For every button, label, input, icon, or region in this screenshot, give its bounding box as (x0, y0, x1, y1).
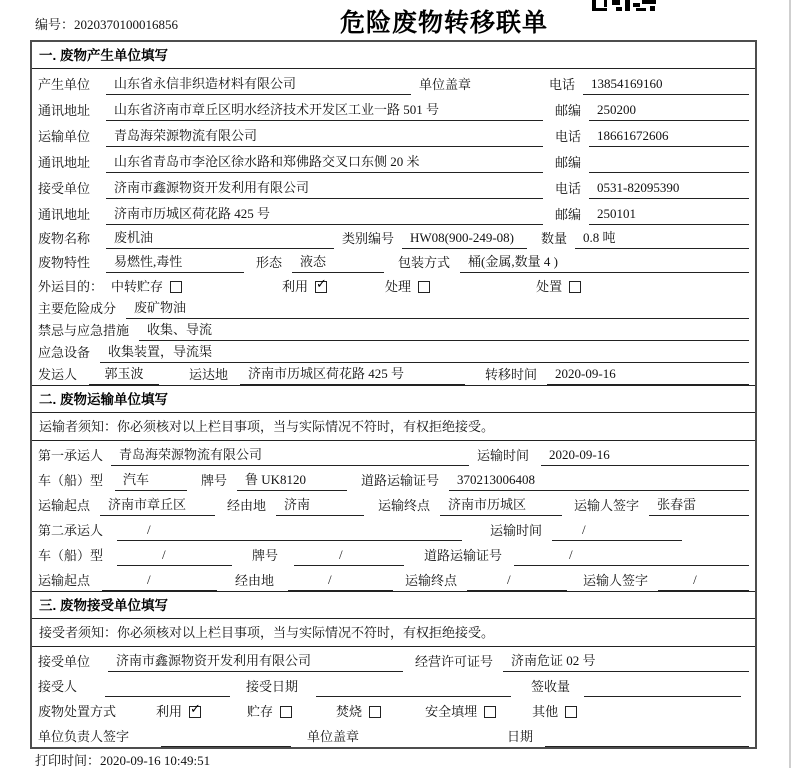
phone-label: 电话 (555, 181, 582, 196)
responsible-signature-value (161, 731, 291, 747)
category-code-value: HW08(900-249-08) (402, 230, 527, 249)
transport-date-label: 运输时间 (490, 523, 543, 538)
doc-number-value: 2020370100016856 (74, 17, 179, 32)
producer-address-value: 山东省济南市章丘区明水经济技术开发区工业一路 501 号 (106, 99, 543, 121)
unit-seal-label: 单位盖章 (307, 729, 360, 744)
vehicle-type-label: 车（船）型 (38, 473, 104, 488)
row-vehicle-type-1 (32, 466, 755, 491)
quantity-label: 数量 (541, 231, 568, 246)
second-carrier-label: 第二承运人 (38, 523, 104, 538)
date-value (545, 731, 749, 747)
form-state-value: 液态 (292, 251, 384, 273)
section1-title: 一. 废物产生单位填写 (32, 42, 755, 69)
receiver-notice: 接受者须知：你必须核对以上栏目事项，当与实际情况不符时，有权拒绝接受。 (32, 619, 755, 647)
row-transfer-purpose (32, 273, 755, 297)
row-acceptor (32, 672, 755, 697)
row-waste-name (32, 225, 755, 249)
second-carrier-value: / (117, 522, 462, 541)
road-permit-value: 370213006408 (449, 472, 749, 491)
checkbox-utilize (315, 281, 327, 293)
origin-value: 济南市章丘区 (100, 494, 215, 516)
vehicle-type-2-value: / (117, 547, 232, 566)
emergency-measures-label: 禁忌与应急措施 (38, 323, 130, 338)
via-label: 经由地 (235, 573, 275, 588)
receiver-phone-value: 0531-82095390 (589, 180, 749, 199)
transport-date-label: 运输时间 (477, 448, 530, 463)
received-amount-label: 签收量 (531, 679, 571, 694)
checkbox-utilize-3 (189, 706, 201, 718)
option-treat: 处理 (385, 276, 430, 297)
disposal-method-label: 废物处置方式 (38, 704, 117, 719)
plate-number-label: 牌号 (201, 473, 228, 488)
hazard-component-value: 废矿物油 (126, 297, 749, 319)
form-state-label: 形态 (256, 255, 283, 270)
accepting-unit-value: 济南市鑫源物资开发利用有限公司 (108, 650, 403, 672)
manifest-form (30, 40, 757, 749)
road-permit-label: 道路运输证号 (361, 473, 440, 488)
origin-2-value: / (102, 572, 217, 591)
received-amount-value (584, 681, 741, 697)
transporter-unit-label: 运输单位 (38, 129, 91, 144)
row-receiver-unit (32, 173, 755, 199)
phone-label: 电话 (555, 129, 582, 144)
acceptor-label: 接受人 (38, 679, 78, 694)
responsible-signature-label: 单位负责人签字 (38, 729, 130, 744)
transport-date-value: 2020-09-16 (541, 447, 749, 466)
option-dispose: 处置 (536, 276, 581, 297)
road-permit-2-value: / (514, 547, 749, 566)
date-label: 日期 (507, 729, 534, 744)
packing-value: 桶(金属,数量 4 ) (460, 251, 749, 273)
terminus-label: 运输终点 (405, 573, 458, 588)
road-permit-label: 道路运输证号 (424, 548, 503, 563)
transport-date-2-value: / (552, 522, 682, 541)
receiver-unit-value: 济南市鑫源物资开发利用有限公司 (106, 177, 543, 199)
transfer-purpose-label: 外运目的： (38, 279, 104, 294)
transporter-phone-value: 18661672606 (589, 128, 749, 147)
waste-property-value: 易燃性,毒性 (106, 251, 244, 273)
row-transporter-unit (32, 121, 755, 147)
option-transfer-storage: 中转贮存 (111, 276, 182, 297)
row-emergency-equipment (32, 341, 755, 363)
transporter-address-label: 通讯地址 (38, 155, 91, 170)
producer-address-label: 通讯地址 (38, 103, 91, 118)
phone-label: 电话 (549, 77, 576, 92)
row-producer-unit (32, 69, 755, 95)
postcode-label: 邮编 (555, 103, 582, 118)
hazard-component-label: 主要危险成分 (38, 301, 117, 316)
business-license-value: 济南危证 02 号 (503, 650, 749, 672)
receiver-postcode-value: 250101 (589, 206, 749, 225)
checkbox-transfer-storage (170, 281, 182, 293)
quantity-value: 0.8 吨 (575, 227, 749, 249)
terminus-2-value: / (467, 572, 567, 591)
transfer-date-value: 2020-09-16 (547, 366, 749, 385)
first-carrier-label: 第一承运人 (38, 448, 104, 463)
accepting-unit-label: 接受单位 (38, 654, 91, 669)
row-accepting-unit (32, 647, 755, 672)
checkbox-dispose (569, 281, 581, 293)
doc-number-label: 编号： (35, 17, 75, 32)
section2-title: 二. 废物运输单位填写 (32, 385, 755, 413)
carrier-signature-label: 运输人签字 (583, 573, 649, 588)
checkbox-store (280, 706, 292, 718)
row-disposal-method (32, 697, 755, 722)
print-time (35, 750, 210, 769)
vehicle-type-label: 车（船）型 (38, 548, 104, 563)
print-time-value: 2020-09-16 10:49:51 (100, 753, 211, 768)
accept-date-value (316, 681, 511, 697)
row-emergency-measures (32, 319, 755, 341)
transfer-date-label: 转移时间 (485, 367, 538, 382)
emergency-measures-value: 收集、导流 (139, 319, 749, 341)
option-utilize-3: 利用 ✓ (156, 701, 201, 722)
waste-property-label: 废物特性 (38, 255, 91, 270)
checkbox-other (565, 706, 577, 718)
section3-title: 三. 废物接受单位填写 (32, 591, 755, 619)
transporter-notice: 运输者须知：你必须核对以上栏目事项，当与实际情况不符时，有权拒绝接受。 (32, 413, 755, 441)
business-license-label: 经营许可证号 (415, 654, 494, 669)
checkbox-treat (418, 281, 430, 293)
via-value: 济南 (276, 494, 364, 516)
destination-label: 运达地 (189, 367, 229, 382)
consignor-value: 郭玉波 (89, 363, 159, 385)
carrier-signature-2-value: / (658, 572, 749, 591)
first-carrier-value: 青岛海荣源物流有限公司 (111, 444, 469, 466)
row-vehicle-type-2 (32, 541, 755, 566)
accept-date-label: 接受日期 (246, 679, 299, 694)
terminus-label: 运输终点 (378, 498, 431, 513)
row-first-carrier (32, 441, 755, 466)
via-label: 经由地 (227, 498, 267, 513)
transporter-unit-value: 青岛海荣源物流有限公司 (106, 125, 543, 147)
option-other: 其他 (532, 701, 577, 722)
qr-code-fragment (592, 0, 658, 16)
waste-name-label: 废物名称 (38, 231, 91, 246)
carrier-signature-label: 运输人签字 (574, 498, 640, 513)
plate-number-value: 鲁 UK8120 (237, 469, 347, 491)
print-time-label: 打印时间： (35, 753, 101, 768)
row-transporter-address (32, 147, 755, 173)
destination-value: 济南市历城区荷花路 425 号 (240, 363, 465, 385)
producer-unit-value: 山东省永信非织造材料有限公司 (106, 73, 411, 95)
via-2-value: / (288, 572, 393, 591)
transporter-postcode-value (589, 157, 749, 173)
plate-number-label: 牌号 (252, 548, 279, 563)
row-consignor (32, 363, 755, 385)
carrier-signature-value: 张春雷 (649, 494, 749, 516)
row-waste-property (32, 249, 755, 273)
page-title: 危险废物转移联单 (339, 9, 548, 37)
page-right-edge (789, 0, 791, 768)
transporter-address-value: 山东省青岛市李沧区徐水路和郑佛路交叉口东侧 20 米 (106, 151, 543, 173)
emergency-equipment-label: 应急设备 (38, 345, 91, 360)
row-receiver-address (32, 199, 755, 225)
emergency-equipment-value: 收集装置，导流渠 (100, 341, 749, 363)
receiver-unit-label: 接受单位 (38, 181, 91, 196)
postcode-label: 邮编 (555, 207, 582, 222)
option-store: 贮存 (247, 701, 292, 722)
postcode-label: 邮编 (555, 155, 582, 170)
plate-number-2-value: / (294, 547, 404, 566)
producer-unit-label: 产生单位 (38, 77, 91, 92)
consignor-label: 发运人 (38, 367, 78, 382)
waste-name-value: 废机油 (106, 227, 334, 249)
producer-postcode-value: 250200 (589, 102, 749, 121)
option-incinerate: 焚烧 (336, 701, 381, 722)
receiver-address-value: 济南市历城区荷花路 425 号 (106, 203, 543, 225)
origin-label: 运输起点 (38, 573, 91, 588)
row-hazard-component (32, 297, 755, 319)
row-producer-address (32, 95, 755, 121)
row-route-2 (32, 566, 755, 591)
origin-label: 运输起点 (38, 498, 91, 513)
terminus-value: 济南市历城区 (440, 494, 562, 516)
checkbox-incinerate (369, 706, 381, 718)
vehicle-type-value: 汽车 (115, 469, 187, 491)
producer-phone-value: 13854169160 (583, 76, 749, 95)
row-route-1 (32, 491, 755, 516)
receiver-address-label: 通讯地址 (38, 207, 91, 222)
acceptor-value (105, 681, 230, 697)
checkbox-landfill (484, 706, 496, 718)
option-landfill: 安全填埋 (425, 701, 496, 722)
packing-label: 包装方式 (398, 255, 451, 270)
category-code-label: 类别编号 (342, 231, 395, 246)
option-utilize: 利用 ✓ (282, 276, 327, 297)
unit-seal-label: 单位盖章 (419, 77, 472, 92)
row-second-carrier (32, 516, 755, 541)
row-responsible-signature (32, 722, 755, 747)
